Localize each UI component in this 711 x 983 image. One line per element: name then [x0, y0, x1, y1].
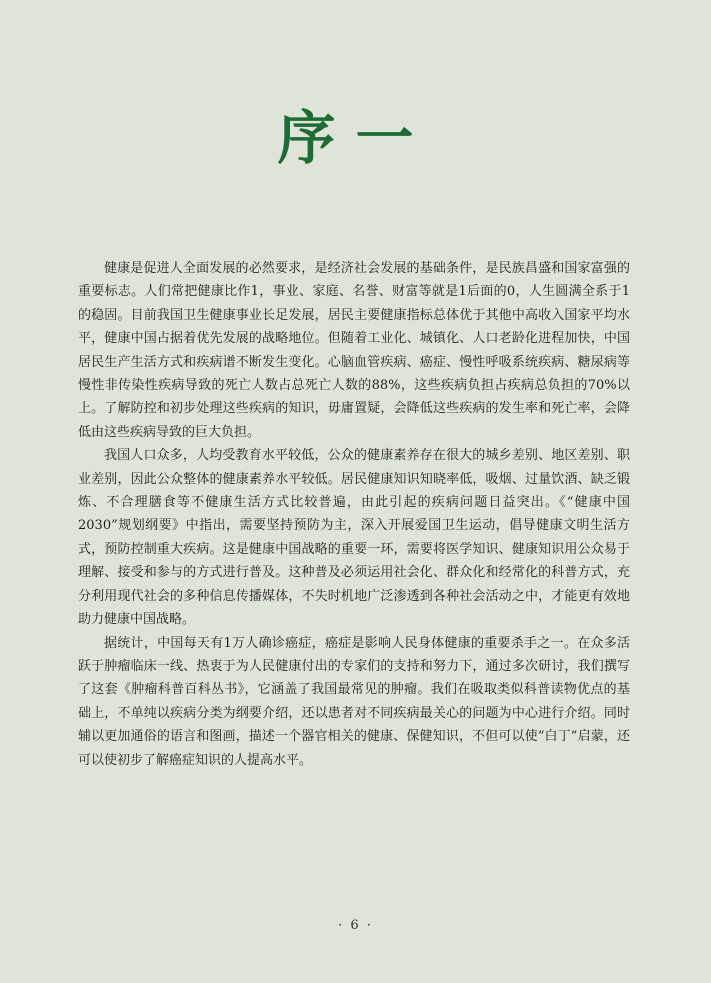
page-title: 序一: [277, 104, 434, 172]
paragraph-3: 据统计，中国每天有1万人确诊癌症，癌症是影响人民身体健康的重要杀手之一。在众多活跃于肿瘤临床一线、热衷于为人民健康付出的专家们的支持和努力下，通过多次研讨，我们撰写了这套《肿瘤科普百科丛书》，它涵盖了我国最常见的肿瘤。我们在吸取类似科普读物优点的基础上，不单纯以疾病分类为纲要介绍，还以患者对不同疾病最关心的问题为中心进行介绍。同时辅以更加通俗的语言和图画，描述一个器官相关的健康、保健知识，不但可以使“白丁”启蒙，还可以使初步了解癌症知识的人提高水平。: [78, 635, 630, 768]
body-text: [78, 257, 630, 772]
page-number: · 6 ·: [338, 918, 373, 933]
paragraph-2: 我国人口众多，人均受教育水平较低，公众的健康素养存在很大的城乡差别、地区差别、职业差别，因此公众整体的健康素养水平较低。居民健康知识知晓率低，吸烟、过量饮酒、缺乏锻炼、不合理膳食等不健康生活方式比较普遍，由此引起的疾病问题日益突出。《“健康中国2030”规划纲要》中指出，需要坚持预防为主，深入开展爱国卫生运动，倡导健康文明生活方式，预防控制重大疾病。这是健康中国战略的重要一环，需要将医学知识、健康知识用公众易于理解、接受和参与的方式进行普及。这种普及必须运用社会化、群众化和经常化的科普方式，充分利用现代社会的多种信息传播媒体，不失时机地广泛渗透到各种社会活动之中，才能更有效地助力健康中国战略。: [78, 448, 630, 628]
paragraph-1: 健康是促进人全面发展的必然要求，是经济社会发展的基础条件，是民族昌盛和国家富强的重要标志。人们常把健康比作1，事业、家庭、名誉、财富等就是1后面的0，人生圆满全系于1的稳固。目前我国卫生健康事业长足发展，居民主要健康指标总体优于其他中高收入国家平均水平，健康中国占据着优先发展的战略地位。但随着工业化、城镇化、人口老龄化进程加快，中国居民生产生活方式和疾病谱不断发生变化。心脑血管疾病、癌症、慢性呼吸系统疾病、糖尿病等慢性非传染性疾病导致的死亡人数占总死亡人数的88%，这些疾病负担占疾病总负担的70%以上。了解防控和初步处理这些疾病的知识，毋庸置疑，会降低这些疾病的发生率和死亡率，会降低由这些疾病导致的巨大负担。: [78, 261, 630, 440]
